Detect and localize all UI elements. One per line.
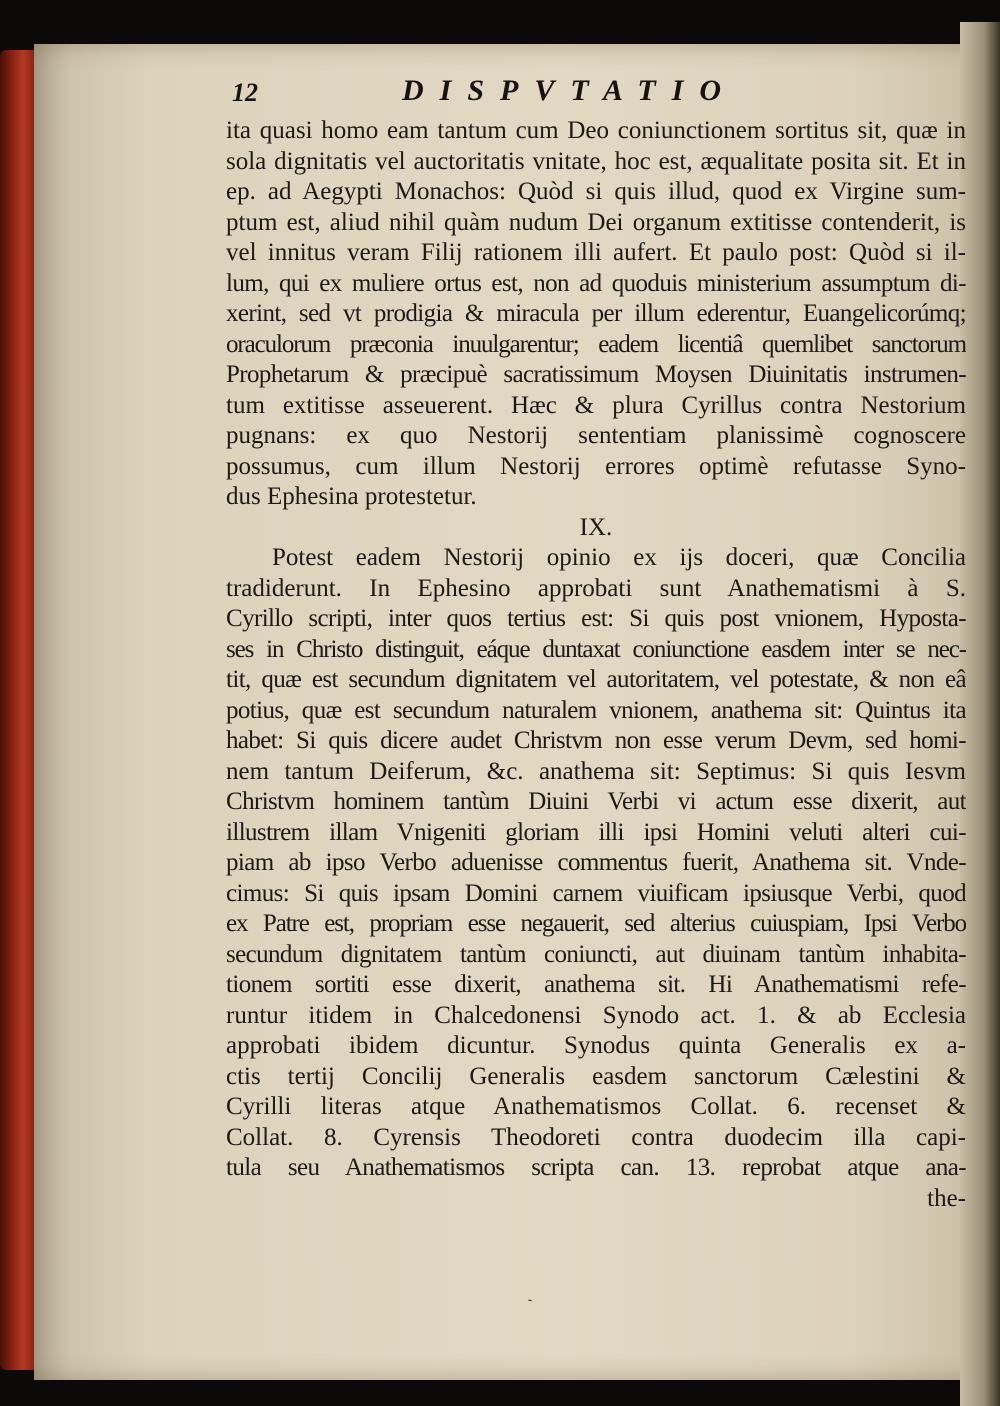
section-number: IX. <box>579 513 613 541</box>
page-fold-shadow <box>960 22 1000 1406</box>
red-page-edge <box>0 50 38 1370</box>
text-line: tum extitisse asseuerent. Hæc & plura Cyrillus contra Nestorium <box>226 391 966 419</box>
running-head: DISPVTATIO <box>402 74 738 107</box>
text-line: Prophetarum & præcipuè sacratissimum Moysen Diuinitatis instrumen- <box>226 361 966 388</box>
body-text <box>226 116 966 1214</box>
text-line: Cyrilli literas atque Anathematismos Collat. 6. recenset & <box>226 1093 966 1120</box>
text-line: ex Patre est, propriam esse negauerit, sed alterius cuiuspiam, Ipsi Verbo <box>226 910 966 937</box>
text-line: tit, quæ est secundum dignitatem vel autoritatem, vel potestate, & non eâ <box>226 666 966 693</box>
text-line: vel innitus veram Filij rationem illi aufert. Et paulo post: Quòd si il- <box>226 239 966 266</box>
text-line: potius, quæ est secundum naturalem vnionem, anathema sit: Quintus ita <box>226 696 966 724</box>
page-number: 12 <box>232 78 258 107</box>
text-line: ses in Christo distinguit, eáque duntaxat coniunctione easdem inter se nec- <box>226 635 966 663</box>
text-line: piam ab ipso Verbo aduenisse commentus fuerit, Anathema sit. Vnde- <box>226 849 966 876</box>
text-line: tionem sortiti esse dixerit, anathema sit. Hi Anathematismi refe- <box>226 971 966 998</box>
text-line: Collat. 8. Cyrensis Theodoreti contra duodecim illa capi- <box>226 1123 966 1151</box>
text-line: ctis tertij Concilij Generalis easdem sanctorum Cælestini & <box>226 1062 966 1090</box>
text-line: nem tantum Deiferum, &c. anathema sit: Septimus: Si quis Iesvm <box>226 757 966 785</box>
text-line: lum, qui ex muliere ortus est, non ad quoduis ministerium assumptum di- <box>226 269 966 297</box>
text-line: habet: Si quis dicere audet Christvm non esse verum Devm, sed homi- <box>226 727 966 754</box>
text-line: ita quasi homo eam tantum cum Deo coniunctionem sortitus sit, quæ in <box>226 117 966 144</box>
text-line: oraculorum præconia inuulgarentur; eadem licentiâ quemlibet sanctorum <box>226 330 966 358</box>
text-line: tula seu Anathematismos scripta can. 13. reprobat atque ana- <box>226 1154 966 1181</box>
text-line: runtur itidem in Chalcedonensi Synodo act. 1. & ab Ecclesia <box>226 1001 966 1029</box>
text-line: Potest eadem Nestorij opinio ex ijs doceri, quæ Concilia <box>272 544 966 571</box>
text-line: possumus, cum illum Nestorij errores optimè refutasse Syno- <box>226 452 966 480</box>
text-line: tradiderunt. In Ephesino approbati sunt Anathematismi à S. <box>226 574 966 602</box>
text-line: Christvm hominem tantùm Diuini Verbi vi actum esse dixerit, aut <box>226 788 966 815</box>
text-line: Cyrillo scripti, inter quos tertius est: Si quis post vnionem, Hyposta- <box>226 605 966 632</box>
catchword: the- <box>927 1184 966 1212</box>
text-line: pugnans: ex quo Nestorij sententiam planissimè cognoscere <box>226 422 966 449</box>
text-line: ep. ad Aegypti Monachos: Quòd si quis illud, quod ex Virgine sum- <box>226 178 966 205</box>
text-line: ptum est, aliud nihil quàm nudum Dei organum extitisse contenderit, is <box>226 208 966 236</box>
stray-ink-mark: ˋ <box>525 1294 541 1316</box>
text-line: approbati ibidem dicuntur. Synodus quinta Generalis ex a- <box>226 1032 966 1059</box>
text-line: dus Ephesina protestetur. <box>226 483 477 510</box>
text-line: secundum dignitatem tantùm coniuncti, aut diuinam tantùm inhabita- <box>226 940 966 968</box>
text-line: sola dignitatis vel auctoritatis vnitate, hoc est, æqualitate posita sit. Et in <box>226 147 966 175</box>
text-line: illustrem illam Vnigeniti gloriam illi ipsi Homini veluti alteri cui- <box>226 818 966 846</box>
text-line: xerint, sed vt prodigia & miracula per illum ederentur, Euangelicorúmq; <box>226 300 966 327</box>
text-line: cimus: Si quis ipsam Domini carnem viuificam ipsiusque Verbi, quod <box>226 879 966 907</box>
page-header <box>232 74 972 118</box>
